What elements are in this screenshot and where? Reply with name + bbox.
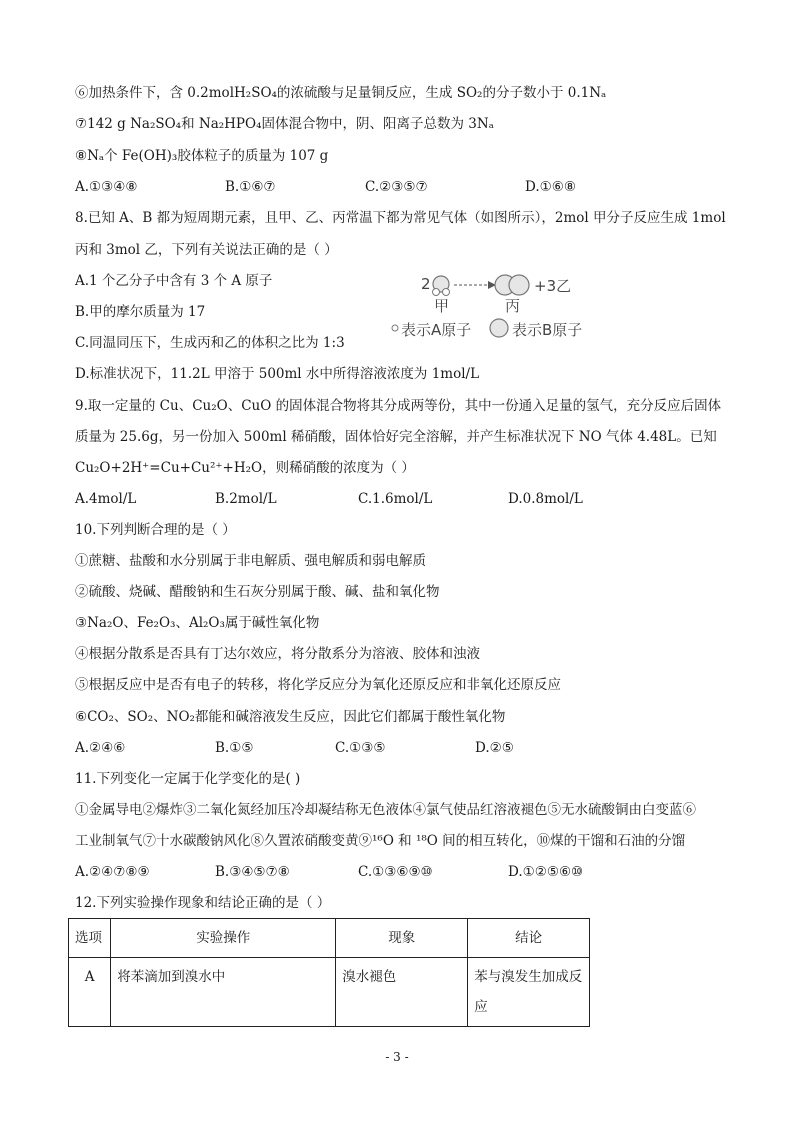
experiment-table: [68, 918, 590, 1027]
option-c[interactable]: C.①③⑥⑨⑩: [358, 864, 433, 880]
option-b[interactable]: B.①⑥⑦: [225, 179, 276, 195]
option-c[interactable]: C.1.6mol/L: [358, 491, 433, 507]
option-b[interactable]: B.③④⑤⑦⑧: [215, 864, 290, 880]
q8-stem-line2: 丙和 3mol 乙，下列有关说法正确的是（ ）: [75, 242, 338, 258]
q10-item-5: ⑤根据反应中是否有电子的转移，将化学反应分为氧化还原反应和非氧化还原反应: [75, 677, 561, 693]
statement-6: ⑥加热条件下，含 0.2molH₂SO₄的浓硫酸与足量铜反应，生成 SO₂的分子数小于 0.1Nₐ: [75, 85, 607, 101]
q11-line1: ①金属导电②爆炸③二氧化氮经加压冷却凝结称无色液体④氯气使品红溶液褪色⑤无水硫酸铜由白变蓝⑥: [75, 802, 696, 818]
option-b[interactable]: B.2mol/L: [215, 491, 277, 507]
option-b[interactable]: B.①⑤: [215, 740, 254, 756]
header-option: 选项: [69, 919, 111, 958]
legend-a-atom-icon: [392, 325, 398, 331]
prev-options: [75, 177, 735, 197]
page-number: - 3 -: [385, 1050, 409, 1064]
q10-item-2: ②硫酸、烧碱、醋酸钠和生石灰分别属于酸、碱、盐和氧化物: [75, 584, 440, 600]
option-d[interactable]: D.0.8mol/L: [508, 491, 583, 507]
q11-options: [75, 862, 735, 882]
coefficient: 2: [421, 275, 431, 293]
option-d[interactable]: D.①②⑤⑥⑩: [508, 864, 584, 880]
q10-options: [75, 738, 735, 758]
header-operation: 实验操作: [111, 919, 336, 958]
cell-conclusion: 苯与溴发生加成反应: [468, 958, 590, 1027]
q10-item-3: ③Na₂O、Fe₂O₃、Al₂O₃属于碱性氧化物: [75, 615, 320, 631]
statement-8: ⑧Nₐ个 Fe(OH)₃胶体粒子的质量为 107 g: [75, 148, 329, 164]
header-conclusion: 结论: [468, 919, 590, 958]
plus-product-label: +3乙: [534, 277, 572, 295]
q9-line2: 质量为 25.6g，另一份加入 500ml 稀硝酸，固体恰好完全溶解，并产生标准状况下 NO 气体 4.48L。已知: [75, 429, 717, 445]
legend-b-label: 表示B原子: [512, 321, 583, 339]
reaction-figure: [388, 270, 608, 348]
q10-stem: 10.下列判断合理的是（ ）: [75, 522, 236, 538]
cell-phenomenon: 溴水褪色: [336, 958, 468, 1027]
table-row: [69, 958, 590, 1027]
product-label: 丙: [505, 297, 521, 315]
q10-item-1: ①蔗糖、盐酸和水分别属于非电解质、强电解质和弱电解质: [75, 553, 426, 569]
q8-option-b[interactable]: B.甲的摩尔质量为 17: [75, 304, 206, 320]
option-a[interactable]: A.①③④⑧: [75, 179, 138, 195]
q8-option-d[interactable]: D.标准状况下，11.2L 甲溶于 500ml 水中所得溶液浓度为 1mol/L: [75, 366, 480, 382]
option-a[interactable]: A.②④⑦⑧⑨: [75, 864, 150, 880]
q10-item-6: ⑥CO₂、SO₂、NO₂都能和碱溶液发生反应，因此它们都属于酸性氧化物: [75, 709, 506, 725]
cell-option: A: [69, 958, 111, 1027]
q12-stem: 12.下列实验操作现象和结论正确的是（ ）: [75, 895, 331, 911]
q10-item-4: ④根据分散系是否具有丁达尔效应，将分散系分为溶液、胶体和浊液: [75, 646, 480, 662]
q8-stem-line1: 8.已知 A、B 都为短周期元素，且甲、乙、丙常温下都为常见气体（如图所示），2mol 甲分子反应生成 1mol: [75, 210, 726, 226]
cell-operation: 将苯滴加到溴水中: [111, 958, 336, 1027]
legend-b-atom-icon: [490, 319, 508, 337]
b-atom-product-2: [509, 275, 529, 295]
q11-stem: 11.下列变化一定属于化学变化的是( ): [75, 771, 301, 787]
option-d[interactable]: D.①⑥⑧: [525, 179, 576, 195]
header-phenomenon: 现象: [336, 919, 468, 958]
q9-options: [75, 489, 735, 509]
statement-7: ⑦142 g Na₂SO₄和 Na₂HPO₄固体混合物中，阴、阳离子总数为 3Nₐ: [75, 116, 494, 132]
option-a[interactable]: A.4mol/L: [75, 491, 137, 507]
q9-line3: Cu₂O+2H⁺=Cu+Cu²⁺+H₂O，则稀硝酸的浓度为（ ）: [75, 460, 415, 476]
q8-option-a[interactable]: A.1 个乙分子中含有 3 个 A 原子: [75, 273, 273, 289]
reactant-label: 甲: [434, 297, 450, 315]
q9-line1: 9.取一定量的 Cu、Cu₂O、CuO 的固体混合物将其分成两等份，其中一份通入足量的氢气，充分反应后固体: [75, 398, 722, 414]
option-c[interactable]: C.②③⑤⑦: [365, 179, 428, 195]
legend-a-label: 表示A原子: [401, 321, 472, 339]
q11-line2: 工业制氧气⑦十水碳酸钠风化⑧久置浓硝酸变黄⑨¹⁶O 和 ¹⁸O 间的相互转化，⑩煤的干馏和石油的分馏: [75, 833, 686, 849]
option-d[interactable]: D.②⑤: [475, 740, 514, 756]
option-c[interactable]: C.①③⑤: [335, 740, 386, 756]
q8-option-c[interactable]: C.同温同压下，生成丙和乙的体积之比为 1:3: [75, 335, 345, 351]
option-a[interactable]: A.②④⑥: [75, 740, 126, 756]
table-header-row: [69, 919, 590, 958]
